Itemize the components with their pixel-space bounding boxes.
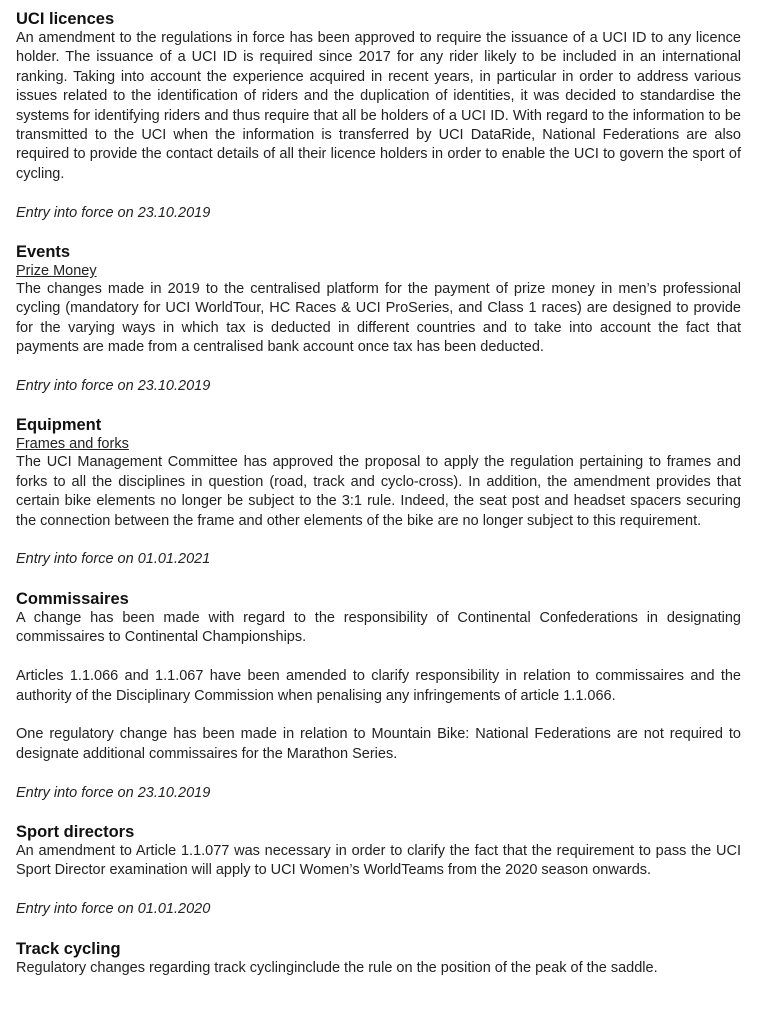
section-paragraph: The changes made in 2019 to the centralised platform for the payment of prize money in men’s professional cycling (mandatory for UCI WorldTour, HC Races & UCI ProSeries, and Class 1 races) are designed to provide for the varying ways in which tax is deducted in different countries and to take into account the fact that payments are made from a centralised bank account once tax has been deducted. bbox=[16, 281, 741, 356]
section-paragraph: One regulatory change has been made in relation to Mountain Bike: National Federations are not required to designate additional commissaires for the Marathon Series. bbox=[16, 726, 741, 762]
section-title: Sport directors bbox=[16, 822, 135, 841]
section-title: Track cycling bbox=[16, 939, 121, 958]
section-track-cycling bbox=[16, 939, 741, 978]
section-title: Commissaires bbox=[16, 589, 129, 608]
entry-into-force: Entry into force on 01.01.2021 bbox=[16, 551, 211, 568]
section-paragraph: Regulatory changes regarding track cyclinginclude the rule on the position of the peak of the saddle. bbox=[16, 959, 658, 976]
section-commissaires bbox=[16, 589, 741, 822]
entry-into-force: Entry into force on 23.10.2019 bbox=[16, 204, 211, 221]
section-sport-directors bbox=[16, 822, 741, 939]
section-paragraph: An amendment to Article 1.1.077 was necessary in order to clarify the fact that the requirement to pass the UCI Sport Director examination will apply to UCI Women’s WorldTeams from the 2020 season onwards. bbox=[16, 842, 741, 879]
section-uci-licences bbox=[16, 9, 741, 242]
entry-into-force: Entry into force on 01.01.2020 bbox=[16, 901, 211, 918]
section-events bbox=[16, 242, 741, 415]
section-paragraph: An amendment to the regulations in force has been approved to require the issuance of a UCI ID to any licence holder. The issuance of a UCI ID is required since 2017 for any rider likely to be included in an international ranking. Taking into account the experience acquired in recent years, in particular in order to address various issues related to the identification of riders and the duplication of identities, it was decided to standardise the systems for identifying riders and thus require that all be holders of a UCI ID. With regard to the information to be transmitted to the UCI when the information is transferred by UCI DataRide, National Federations are also required to provide the contact details of all their licence holders in order to enable the UCI to govern the sport of cycling. bbox=[16, 30, 741, 182]
section-title: Events bbox=[16, 243, 71, 262]
entry-into-force: Entry into force on 23.10.2019 bbox=[16, 784, 211, 801]
section-paragraph: The UCI Management Committee has approved the proposal to apply the regulation pertaining to frames and forks to all the disciplines in question (road, track and cyclo-cross). In addition, the amendment provides that certain bike elements no longer be subject to the 3:1 rule. Indeed, the seat post and headset spacers securing the connection between the frame and other elements of the bike are no longer subject to this requirement. bbox=[16, 454, 741, 529]
section-title: Equipment bbox=[16, 416, 102, 435]
section-subheading: Frames and forks bbox=[16, 436, 129, 453]
section-equipment bbox=[16, 415, 741, 588]
entry-into-force: Entry into force on 23.10.2019 bbox=[16, 378, 211, 395]
section-paragraph: Articles 1.1.066 and 1.1.067 have been amended to clarify responsibility in relation to commissaires and the authority of the Disciplinary Commission when penalising any infringements of article 1.1.066. bbox=[16, 668, 741, 704]
section-paragraph: A change has been made with regard to the responsibility of Continental Confederations in designating commissaires to Continental Championships. bbox=[16, 609, 741, 646]
section-title: UCI licences bbox=[16, 10, 115, 28]
section-subheading: Prize Money bbox=[16, 263, 97, 280]
